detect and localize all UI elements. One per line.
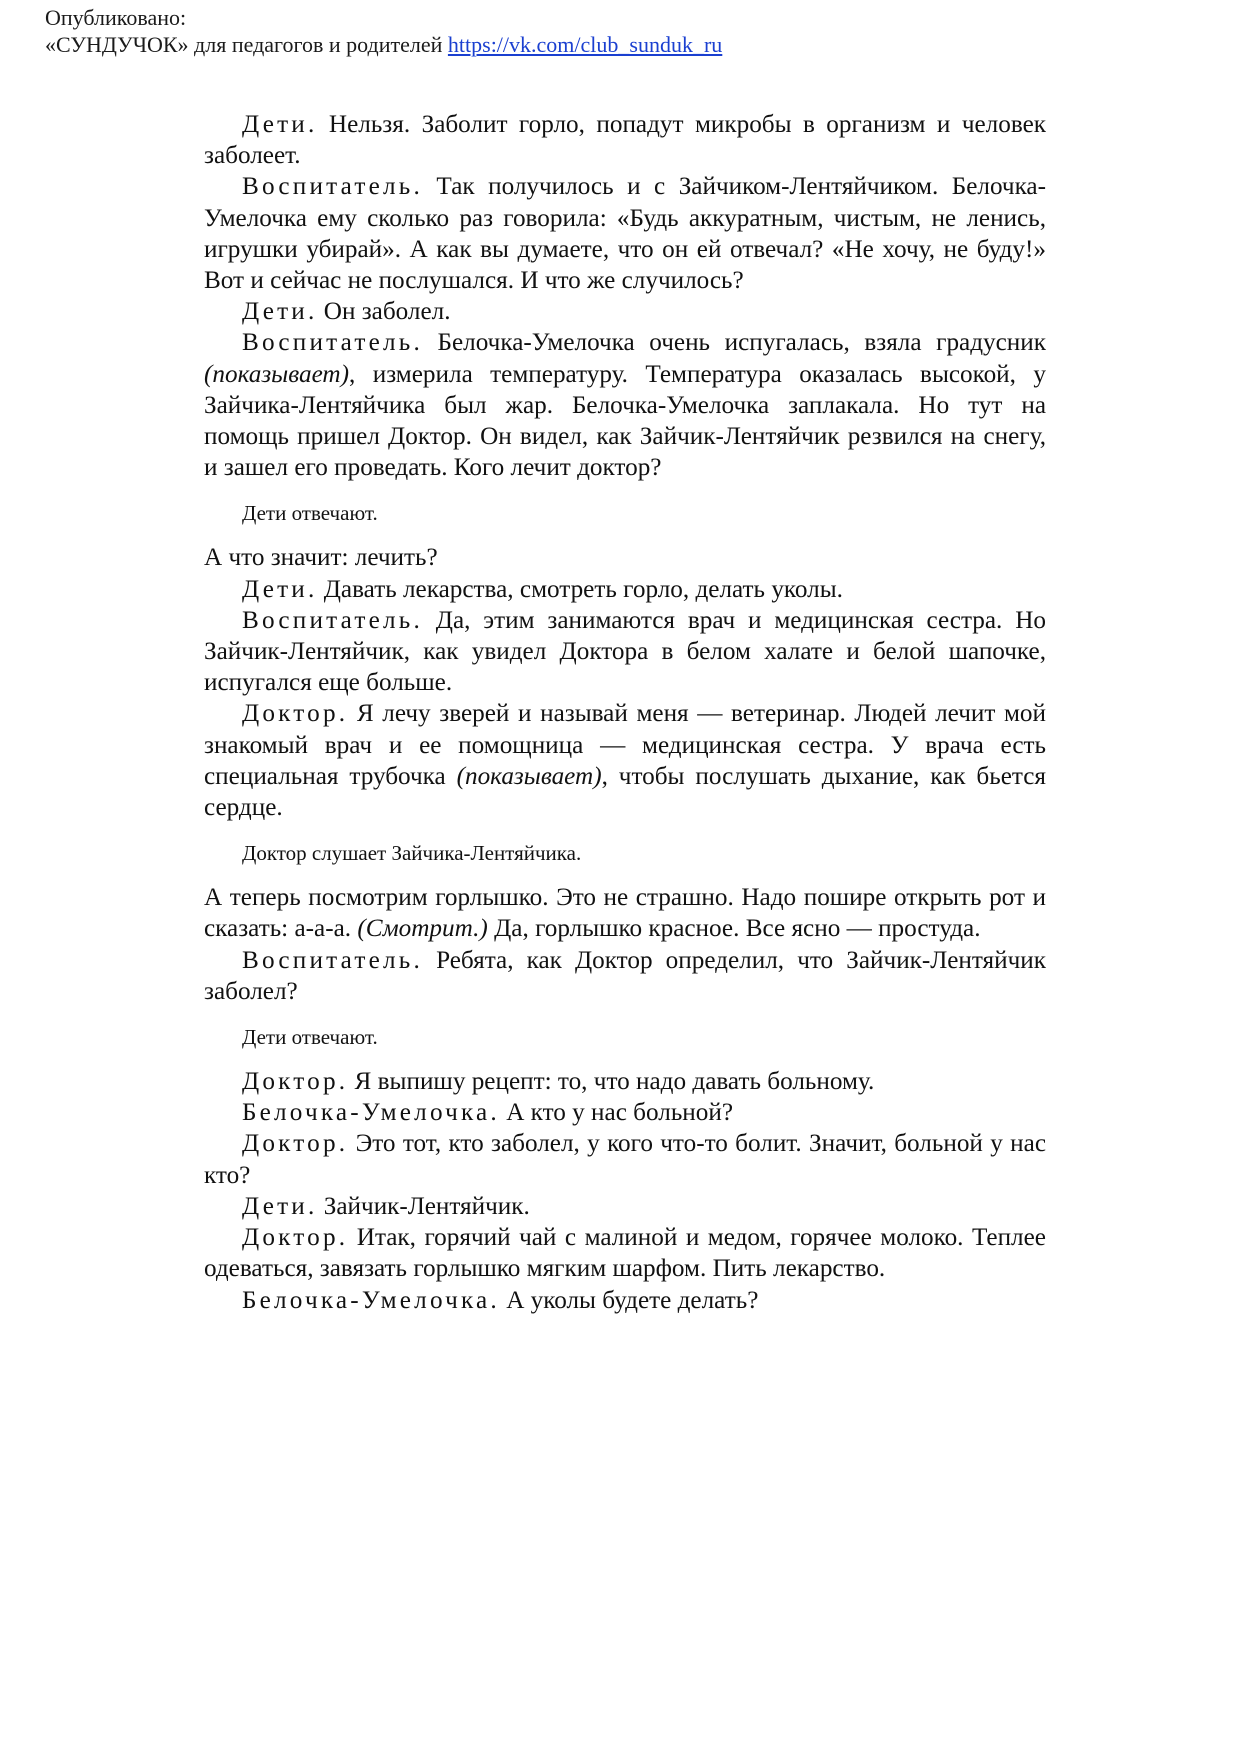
- paragraph: [204, 1285, 1046, 1316]
- paragraph: [204, 574, 1046, 605]
- line-text: А уколы будете делать?: [499, 1286, 759, 1314]
- speaker-doctor: Доктор.: [242, 1068, 349, 1096]
- paragraph: [204, 1066, 1046, 1097]
- speaker-squirrel: Белочка-Умелочка.: [242, 1099, 500, 1127]
- speaker-children: Дети.: [242, 1192, 318, 1220]
- document-body: [204, 109, 1046, 1316]
- paragraph: [204, 698, 1046, 823]
- speaker-children: Дети.: [242, 111, 318, 138]
- paragraph: [204, 109, 1046, 171]
- line-text: Зайчик-Лентяйчик.: [317, 1192, 530, 1220]
- speaker-children: Дети.: [242, 575, 318, 603]
- remark: Дети отвечают.: [242, 1025, 378, 1050]
- speaker-doctor: Доктор.: [242, 1224, 349, 1252]
- speaker-teacher: Воспитатель.: [242, 946, 423, 974]
- line-text: Итак, горячий чай с малиной и медом, горячее молоко. Теплее одеваться, завязать горлышко мягким шарфом. Пить лекарство.: [204, 1224, 1046, 1283]
- line-text: А теперь посмотрим горлышко. Это не страшно. Надо пошире открыть рот и сказать: а-а-а.: [204, 884, 1046, 943]
- remark: Доктор слушает Зайчика-Лентяйчика.: [242, 841, 582, 866]
- publication-source: [45, 31, 722, 58]
- line-text: Я выпишу рецепт: то, что надо давать больному.: [348, 1068, 875, 1096]
- paragraph: [204, 327, 1046, 483]
- speaker-teacher: Воспитатель.: [242, 173, 423, 201]
- paragraph: [204, 1097, 1046, 1128]
- line-text: Да, этим занимаются врач и медицинская сестра. Но Зайчик-Лентяйчик, как увидел Доктора в белом халате и белой шапочке, испугался еще больше.: [204, 606, 1046, 697]
- line-text: Белочка-Умелочка очень испугалась, взяла градусник: [422, 329, 1046, 357]
- remark: Дети отвечают.: [242, 501, 378, 526]
- line-text: А что значит: лечить?: [204, 544, 438, 572]
- speaker-children: Дети.: [242, 298, 318, 326]
- stage-direction: (Смотрит.): [357, 915, 488, 943]
- line-text: , чтобы послушать дыхание, как бьется сердце.: [204, 762, 1046, 822]
- org-name: «СУНДУЧОК» для педагогов и родителей: [45, 32, 443, 57]
- paragraph: [204, 1222, 1046, 1284]
- paragraph: [204, 882, 1046, 944]
- paragraph: [204, 1128, 1046, 1190]
- paragraph: [204, 171, 1046, 296]
- line-text: Так получилось и с Зайчиком-Лентяйчиком. Белочка-Умелочка ему сколько раз говорила: «Будь аккуратным, чистым, не ленись, игрушки убирай». А как вы думаете, что он ей отвечал? «Не хочу, не буду!» Вот и сейчас не послушался. И что же случилось?: [204, 173, 1046, 295]
- line-text: Он заболел.: [317, 298, 451, 326]
- line-text: Я лечу зверей и называй меня — ветеринар. Людей лечит мой знакомый врач и ее помощница — медицинская сестра. У врача есть специальная трубочка: [204, 700, 1046, 790]
- vk-group-link[interactable]: https://vk.com/club_sunduk_ru: [447, 32, 723, 57]
- stage-direction: (показывает): [456, 762, 602, 790]
- stage-direction: (показывает): [204, 360, 349, 388]
- speaker-doctor: Доктор.: [242, 700, 349, 728]
- paragraph: [204, 605, 1046, 699]
- line-text: Давать лекарства, смотреть горло, делать уколы.: [317, 575, 843, 603]
- speaker-doctor: Доктор.: [242, 1130, 349, 1158]
- line-text: , измерила температуру. Температура оказалась высокой, у Зайчика-Лентяйчика был жар. Белочка-Умелочка заплакала. Но тут на помощь пришел Доктор. Он видел, как Зайчик-Лентяйчик резвился на снегу, и зашел его проведать. Кого лечит доктор?: [204, 360, 1046, 482]
- published-label: Опубликовано:: [45, 5, 187, 30]
- line-text: Да, горлышко красное. Все ясно — простуда.: [487, 915, 981, 943]
- line-text: Это тот, кто заболел, у кого что-то болит. Значит, больной у нас кто?: [204, 1130, 1046, 1189]
- speaker-squirrel: Белочка-Умелочка.: [242, 1286, 500, 1314]
- paragraph: [204, 542, 1046, 573]
- speaker-teacher: Воспитатель.: [242, 329, 423, 357]
- line-text: А кто у нас больной?: [499, 1099, 734, 1127]
- paragraph: [204, 1191, 1046, 1222]
- line-text: Ребята, как Доктор определил, что Зайчик-Лентяйчик заболел?: [204, 946, 1046, 1005]
- speaker-teacher: Воспитатель.: [242, 606, 423, 634]
- publication-header: [45, 4, 722, 58]
- paragraph: [204, 296, 1046, 327]
- line-text: Нельзя. Заболит горло, попадут микробы в организм и человек заболеет.: [204, 111, 1046, 170]
- paragraph: [204, 945, 1046, 1007]
